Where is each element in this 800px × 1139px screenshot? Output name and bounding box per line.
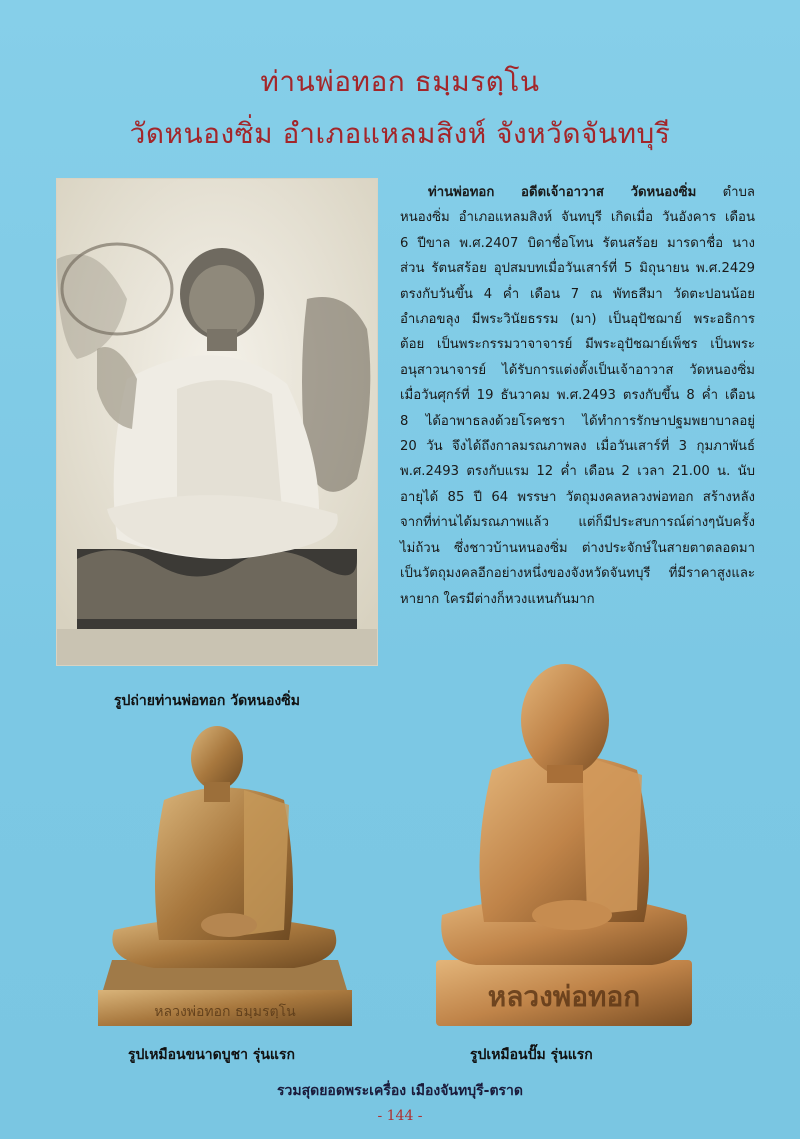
statue-pum-image bbox=[432, 660, 696, 1030]
bio-lead-rest: ตำบล bbox=[696, 185, 755, 200]
bio-line: อายุได้ 85 ปี 64 พรรษา วัตถุมงคลหลวงพ่อทอก สร้างหลัง bbox=[400, 489, 755, 505]
page-title-line1: ท่านพ่อทอก ธมฺมรตฺโน bbox=[260, 65, 540, 98]
bio-line-lead bbox=[400, 180, 755, 205]
bio-line: 6 ปีขาล พ.ศ.2407 บิดาชื่อโทน รัตนสร้อย มารดาชื่อ นาง bbox=[400, 235, 755, 251]
statue-bucha-figure bbox=[94, 720, 356, 1030]
bio-line: อนุสาวนาจารย์ ได้รับการแต่งตั้งเป็นเจ้าอาวาส วัดหนองซิ่ม bbox=[400, 362, 755, 378]
statue-pum-figure bbox=[432, 660, 696, 1030]
statue-pum-inscription: หลวงพ่อทอก bbox=[487, 980, 641, 1013]
monk-photo-image bbox=[57, 179, 377, 665]
bio-line: อำเภอขลุง มีพระวินัยธรรม (มา) เป็นอุปัชฌาย์ พระอธิการ bbox=[400, 312, 755, 328]
bio-line: ส่วน รัตนสร้อย อุปสมบทเมื่อวันเสาร์ที่ 5 มิถุนายน พ.ศ.2429 bbox=[400, 261, 755, 277]
statue-bucha-inscription: หลวงพ่อทอก ธมฺมรตฺโน bbox=[154, 1004, 296, 1020]
photo-caption: รูปถ่ายท่านพ่อทอก วัดหนองซิ่ม bbox=[114, 693, 300, 709]
bio-line: เป็นวัตถุมงคลอีกอย่างหนึ่งของจังหวัดจันทบุรี ที่มีราคาสูงและ bbox=[400, 566, 755, 582]
bio-lead-bold: ท่านพ่อทอก อดีตเจ้าอาวาส วัดหนองซิ่ม bbox=[428, 185, 697, 200]
bio-line: 20 วัน จึงได้ถึงกาลมรณภาพลง เมื่อวันเสาร์ที่ 3 กุมภาพันธ์ bbox=[400, 439, 755, 455]
bio-line: จากที่ท่านได้มรณภาพแล้ว แต่ก็มีประสบการณ์ต่างๆนับครั้ง bbox=[400, 515, 755, 531]
statue-bucha-image bbox=[94, 720, 356, 1030]
bio-line: 8 ได้อาพาธลงด้วยโรคชรา ได้ทำการรักษาปฐมพยาบาลอยู่ bbox=[400, 413, 755, 429]
bio-line: ไม่ถ้วน ซึ่งชาวบ้านหนองซิ่ม ต่างประจักษ์ในสายตาตลอดมา bbox=[400, 540, 755, 556]
monk-photograph bbox=[56, 178, 378, 666]
bio-line: ต้อย เป็นพระกรรมวาจาจารย์ มีพระอุปัชฌาย์เพ็ชร เป็นพระ bbox=[400, 337, 755, 353]
statue-bucha-caption: รูปเหมือนขนาดบูชา รุ่นแรก bbox=[128, 1047, 295, 1063]
statue-pum-caption: รูปเหมือนปั๊ม รุ่นแรก bbox=[470, 1047, 593, 1063]
book-title-footer: รวมสุดยอดพระเครื่อง เมืองจันทบุรี-ตราด bbox=[276, 1083, 524, 1099]
biography-text bbox=[400, 180, 755, 612]
bio-line: หายาก ใครมีต่างก็หวงแหนกันมาก bbox=[400, 591, 595, 607]
page-title-line2: วัดหนองซิ่ม อำเภอแหลมสิงห์ จังหวัดจันทบุรี bbox=[129, 117, 671, 150]
page-number: - 144 - bbox=[377, 1108, 423, 1124]
bio-line: ตรงกับวันขึ้น 4 ค่ำ เดือน 7 ณ พัทธสีมา วัดตะปอนน้อย bbox=[400, 286, 755, 302]
bio-line: หนองซิ่ม อำเภอแหลมสิงห์ จันทบุรี เกิดเมื่อ วันอังคาร เดือน bbox=[400, 210, 755, 226]
bio-line: เมื่อวันศุกร์ที่ 19 ธันวาคม พ.ศ.2493 ตรงกับขึ้น 8 ค่ำ เดือน bbox=[400, 388, 755, 404]
bio-line: พ.ศ.2493 ตรงกับแรม 12 ค่ำ เดือน 2 เวลา 21.00 น. นับ bbox=[400, 464, 755, 480]
